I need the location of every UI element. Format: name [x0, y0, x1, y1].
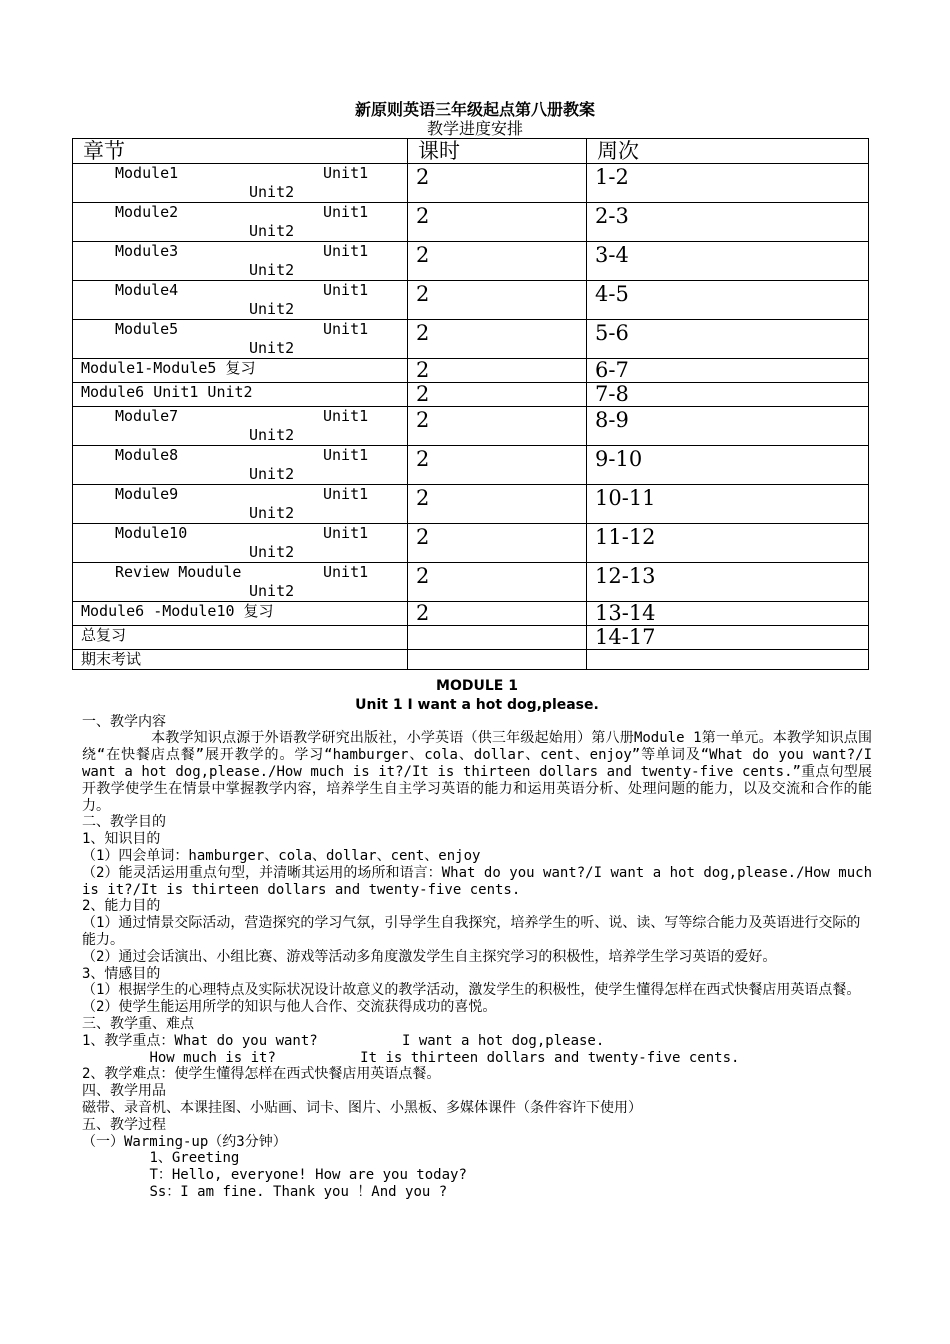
table-row — [73, 446, 869, 485]
table-row — [73, 164, 869, 203]
module-label: Module9 — [115, 485, 179, 503]
weeks-cell: 5-6 — [587, 320, 869, 359]
table-row — [73, 320, 869, 359]
unit-label: Unit1 — [323, 485, 369, 503]
hours-cell: 2 — [408, 485, 587, 524]
hours-cell: 2 — [408, 164, 587, 203]
table-header-row — [73, 139, 869, 164]
text-line: 磁带、录音机、本课挂图、小贴画、词卡、图片、小黑板、多媒体课件（条件容许下使用） — [82, 1099, 642, 1116]
unit-label: Unit2 — [249, 426, 295, 444]
text-line: 3、情感目的 — [82, 965, 161, 982]
unit-label: Unit1 — [323, 281, 369, 299]
hours-cell: 2 — [408, 407, 587, 446]
module-label: Module7 — [115, 407, 179, 425]
chapter-cell — [73, 407, 408, 446]
module-label: Module1 — [115, 164, 179, 182]
module-label: Module10 — [115, 524, 188, 542]
text-line: Ss：I am fine. Thank you ！And you ? — [82, 1183, 448, 1200]
chapter-cell — [73, 383, 408, 407]
chapter-cell — [73, 359, 408, 383]
weeks-cell: 4-5 — [587, 281, 869, 320]
body-lines — [82, 713, 881, 1201]
unit-label: Unit2 — [249, 465, 295, 483]
text-line: （1）根据学生的心理特点及实际状况设计故意义的教学活动，激发学生的积极性，使学生懂得怎样在西式快餐店用英语点餐。 — [82, 982, 861, 999]
chapter-cell — [73, 602, 408, 626]
unit-heading: Unit 1 I want a hot dog,please. — [355, 696, 599, 713]
chapter-label: 期末考试 — [81, 650, 142, 668]
table-row — [73, 626, 869, 650]
hours-cell: 2 — [408, 524, 587, 563]
chapter-cell — [73, 320, 408, 359]
text-line: 二、教学目的 — [82, 814, 166, 831]
unit-label: Unit1 — [323, 203, 369, 221]
module-label: Module4 — [115, 281, 179, 299]
lesson-plan-body — [82, 678, 881, 1201]
text-line: 1、教学重点：What do you want? I want a hot dog,please. — [82, 1032, 605, 1049]
table-row — [73, 524, 869, 563]
table-row — [73, 359, 869, 383]
table-row — [73, 563, 869, 602]
table-row — [73, 242, 869, 281]
table-row — [73, 407, 869, 446]
text-line: 2、能力目的 — [82, 898, 161, 915]
text-line: 本教学知识点源于外语教学研究出版社，小学英语（供三年级起始用）第八册Module 1第一单元。本教学知识点围绕“在快餐店点餐”展开教学的。学习“hamburger、cola、dollar、cent、enjoy”等单词及“What do you want?/I want a hot dog,please./How much is it?/It is thirteen dollars and twenty-five cents.”重点句型展开教学使学生在情景中掌握教学内容，培养学生自主学习英语的能力和运用英语分析、处理问题的能力，以及交流和合作的能力。 — [82, 730, 881, 814]
hours-cell: 2 — [408, 359, 587, 383]
weeks-cell: 2-3 — [587, 203, 869, 242]
chapter-label: 总复习 — [81, 626, 127, 644]
text-line: 1、Greeting — [82, 1150, 240, 1167]
unit-label: Unit2 — [249, 582, 295, 600]
chapter-cell — [73, 563, 408, 602]
chapter-cell — [73, 164, 408, 203]
weeks-cell: 12-13 — [587, 563, 869, 602]
text-line: 五、教学过程 — [82, 1116, 166, 1133]
chapter-cell — [73, 446, 408, 485]
text-line: （1）四会单词：hamburger、cola、dollar、cent、enjoy — [82, 847, 481, 864]
unit-label: Unit2 — [249, 339, 295, 357]
weeks-cell: 10-11 — [587, 485, 869, 524]
hours-cell — [408, 626, 587, 650]
weeks-cell: 8-9 — [587, 407, 869, 446]
table-row — [73, 203, 869, 242]
module-heading: MODULE 1 — [436, 678, 518, 694]
unit-label: Unit2 — [249, 300, 295, 318]
table-row — [73, 602, 869, 626]
unit-label: Unit2 — [249, 543, 295, 561]
hours-cell: 2 — [408, 446, 587, 485]
document-title: 新原则英语三年级起点第八册教案 — [354, 100, 595, 119]
chapter-label: Module1-Module5 复习 — [81, 359, 256, 377]
unit-label: Unit1 — [323, 563, 369, 581]
hours-cell: 2 — [408, 383, 587, 407]
weeks-cell: 1-2 — [587, 164, 869, 203]
text-line: 2、教学难点：使学生懂得怎样在西式快餐店用英语点餐。 — [82, 1066, 441, 1083]
unit-label: Unit1 — [323, 164, 369, 182]
chapter-label: Module6 Unit1 Unit2 — [81, 383, 253, 401]
table-row — [73, 650, 869, 670]
schedule-table — [72, 138, 869, 670]
chapter-cell — [73, 485, 408, 524]
header-chapter: 章节 — [73, 139, 408, 164]
unit-label: Unit2 — [249, 504, 295, 522]
text-line: （2）能灵活运用重点句型，并清晰其运用的场所和语言：What do you want?/I want a hot dog,please./How much is it?/It is thirteen dollars and twenty-five cents. — [82, 864, 881, 898]
module-label: Module5 — [115, 320, 179, 338]
unit-label: Unit2 — [249, 222, 295, 240]
text-line: T：Hello, everyone! How are you today? — [82, 1167, 467, 1184]
hours-cell: 2 — [408, 242, 587, 281]
unit-label: Unit1 — [323, 242, 369, 260]
weeks-cell: 6-7 — [587, 359, 869, 383]
weeks-cell — [587, 650, 869, 670]
chapter-cell — [73, 626, 408, 650]
text-line: 四、教学用品 — [82, 1083, 166, 1100]
hours-cell: 2 — [408, 203, 587, 242]
header-weeks: 周次 — [587, 139, 869, 164]
hours-cell: 2 — [408, 563, 587, 602]
weeks-cell: 13-14 — [587, 602, 869, 626]
chapter-cell — [73, 524, 408, 563]
text-line: （2）使学生能运用所学的知识与他人合作、交流获得成功的喜悦。 — [82, 999, 497, 1016]
table-row — [73, 383, 869, 407]
chapter-cell — [73, 203, 408, 242]
text-line: （2）通过会话演出、小组比赛、游戏等活动多角度激发学生自主探究学习的积极性，培养学生学习英语的爱好。 — [82, 948, 777, 965]
chapter-cell — [73, 650, 408, 670]
module-label: Module2 — [115, 203, 179, 221]
text-line: How much is it? It is thirteen dollars and twenty-five cents. — [82, 1049, 740, 1066]
text-line: （1）通过情景交际活动，营造探究的学习气氛，引导学生自我探究，培养学生的听、说、读、写等综合能力及英语进行交际的能力。 — [82, 915, 861, 948]
text-line: （一）Warming-up（约3分钟） — [82, 1133, 287, 1150]
unit-label: Unit2 — [249, 261, 295, 279]
table-row — [73, 485, 869, 524]
unit-label: Unit2 — [249, 183, 295, 201]
table-row — [73, 281, 869, 320]
unit-label: Unit1 — [323, 524, 369, 542]
weeks-cell: 11-12 — [587, 524, 869, 563]
module-label: Review Moudule — [115, 563, 242, 581]
schedule-subtitle: 教学进度安排 — [426, 119, 523, 138]
unit-label: Unit1 — [323, 407, 369, 425]
text-line: 一、教学内容 — [82, 713, 166, 730]
hours-cell — [408, 650, 587, 670]
chapter-cell — [73, 242, 408, 281]
unit-label: Unit1 — [323, 446, 369, 464]
weeks-cell: 9-10 — [587, 446, 869, 485]
header-hours: 课时 — [408, 139, 587, 164]
hours-cell: 2 — [408, 281, 587, 320]
chapter-label: Module6 -Module10 复习 — [81, 602, 274, 620]
text-line: 三、教学重、难点 — [82, 1015, 194, 1032]
text-line: 1、知识目的 — [82, 831, 161, 848]
weeks-cell: 14-17 — [587, 626, 869, 650]
weeks-cell: 7-8 — [587, 383, 869, 407]
module-label: Module3 — [115, 242, 179, 260]
module-label: Module8 — [115, 446, 179, 464]
hours-cell: 2 — [408, 602, 587, 626]
chapter-cell — [73, 281, 408, 320]
hours-cell: 2 — [408, 320, 587, 359]
unit-label: Unit1 — [323, 320, 369, 338]
weeks-cell: 3-4 — [587, 242, 869, 281]
